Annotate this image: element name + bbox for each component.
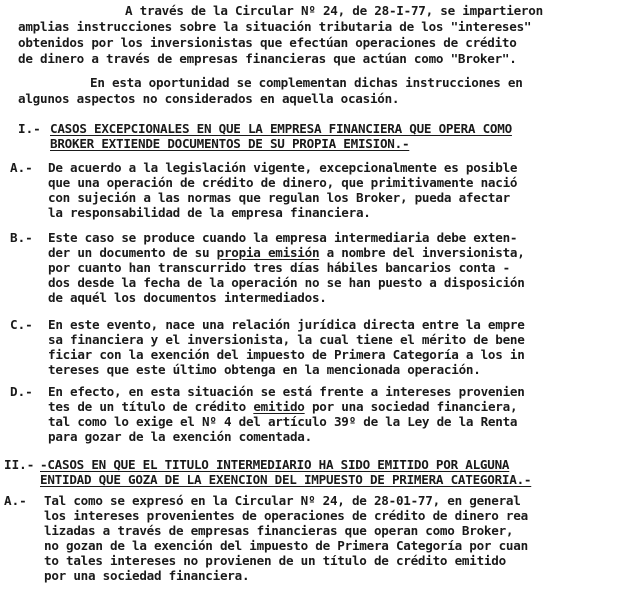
item-C1-line-2: sa financiera y el inversionista, la cual tiene el mérito de bene (48, 332, 525, 347)
item-A1-line-3: con sujeción a las normas que regulan los Broker, pueda afectar (48, 190, 510, 205)
item-B1-line-2-end: a nombre del inversionista, (319, 245, 525, 260)
item-D1-underlined-word: emitido (253, 399, 305, 414)
item-B1-line-5: de aquél los documentos intermediados. (48, 290, 327, 305)
section-1-title-line-1: CASOS EXCEPCIONALES EN QUE LA EMPRESA FINANCIERA QUE OPERA COMO (50, 121, 512, 136)
item-A1-label: A.- (10, 160, 33, 175)
item-C1-line-3: ficiar con la exención del impuesto de Primera Categoría a los in (48, 347, 525, 362)
item-A2-line-6: por una sociedad financiera. (44, 568, 250, 583)
item-D1-line-2 (48, 400, 517, 414)
intro-line-1: A través de la Circular Nº 24, de 28-I-77, se impartieron (125, 3, 543, 18)
item-B1-underlined-phrase: propia emisión (216, 245, 320, 260)
item-D1-label: D.- (10, 384, 33, 399)
item-A2-line-3: lizadas a través de empresas financieras que operan como Broker, (44, 523, 514, 538)
item-D1-line-4: para gozar de la exención comentada. (48, 429, 312, 444)
item-A1-line-2: que una operación de crédito de dinero, que primitivamente nació (48, 175, 518, 190)
section-2-title-line-2: ENTIDAD QUE GOZA DE LA EXENCION DEL IMPUESTO DE PRIMERA CATEGORIA.- (40, 472, 532, 487)
item-D1-line-2-start: tes de un título de crédito (48, 399, 254, 414)
section-1-title-line-2: BROKER EXTIENDE DOCUMENTOS DE SU PROPIA EMISION.- (50, 136, 410, 151)
item-A2-line-4: no gozan de la exención del impuesto de Primera Categoría por cuan (44, 538, 528, 553)
item-B1-line-1: Este caso se produce cuando la empresa intermediaria debe exten- (48, 230, 518, 245)
item-C1-label: C.- (10, 317, 33, 332)
item-A2-line-2: los intereses provenientes de operaciones de crédito de dinero rea (44, 508, 528, 523)
item-B1-label: B.- (10, 230, 33, 245)
item-B1-line-2 (48, 246, 525, 260)
intro-line-6: algunos aspectos no considerados en aquella ocasión. (18, 91, 400, 106)
section-2-number: II.- (4, 457, 35, 472)
item-D1-line-1: En efecto, en esta situación se está frente a intereses provenien (48, 384, 525, 399)
section-2-title-line-1: -CASOS EN QUE EL TITULO INTERMEDIARIO HA SIDO EMITIDO POR ALGUNA (40, 457, 510, 472)
item-D1-line-3: tal como lo exige el Nº 4 del artículo 39º de la Ley de la Renta (48, 414, 518, 429)
intro-line-4: de dinero a través de empresas financieras que actúan como "Broker". (18, 51, 517, 66)
item-C1-line-1: En este evento, nace una relación jurídica directa entre la empre (48, 317, 525, 332)
item-A2-line-1: Tal como se expresó en la Circular Nº 24, de 28-01-77, en general (44, 493, 521, 508)
item-A1-line-1: De acuerdo a la legislación vigente, excepcionalmente es posible (48, 160, 518, 175)
intro-line-2: amplias instrucciones sobre la situación tributaria de los "intereses" (18, 19, 532, 34)
item-B1-line-2-start: der un documento de su (48, 245, 217, 260)
item-A2-label: A.- (4, 493, 27, 508)
item-B1-line-4: dos desde la fecha de la operación no se han puesto a disposición (48, 275, 525, 290)
item-A1-line-4: la responsabilidad de la empresa financiera. (48, 205, 371, 220)
intro-line-3: obtenidos por los inversionistas que efectúan operaciones de crédito (18, 35, 517, 50)
item-B1-line-3: por cuanto han transcurrido tres días hábiles bancarios conta - (48, 260, 510, 275)
intro-line-5: En esta oportunidad se complementan dichas instrucciones en (90, 75, 523, 90)
section-1-number: I.- (18, 121, 41, 136)
item-D1-line-2-end: por una sociedad financiera, (304, 399, 518, 414)
item-C1-line-4: tereses que este último obtenga en la mencionada operación. (48, 362, 481, 377)
item-A2-line-5: to tales intereses no provienen de un título de crédito emitido (44, 553, 506, 568)
